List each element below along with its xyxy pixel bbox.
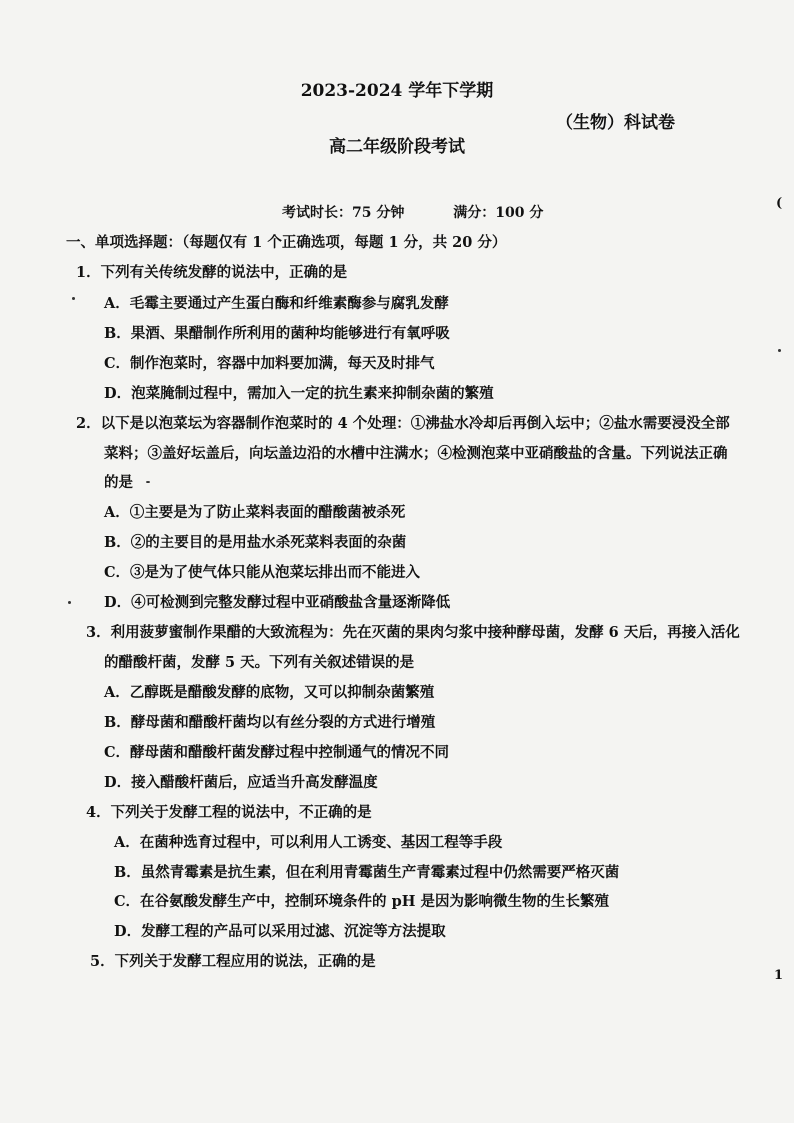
exam-full-score: 满分：100 分 xyxy=(453,205,544,221)
title-year-term: 2023-2024 学年下学期 xyxy=(300,81,494,101)
question-1-option-d: D．泡菜腌制过程中，需加入一定的抗生素来抑制杂菌的繁殖 xyxy=(104,385,494,402)
question-5-stem: 5．下列关于发酵工程应用的说法，正确的是 xyxy=(90,953,376,970)
question-1-option-b: B．果酒、果醋制作所利用的菌种均能够进行有氧呼吸 xyxy=(104,325,450,342)
question-2-option-b: B．②的主要目的是用盐水杀死菜料表面的杂菌 xyxy=(104,534,407,551)
scan-speck xyxy=(778,349,781,352)
exam-info xyxy=(282,202,543,222)
question-4-option-d: D．发酵工程的产品可以采用过滤、沉淀等方法提取 xyxy=(114,923,446,940)
question-2-stem-line-2: 菜料；③盖好坛盖后，向坛盖边沿的水槽中注满水；④检测泡菜中亚硝酸盐的含量。下列说法正确 xyxy=(104,445,728,462)
question-4-option-c: C．在谷氨酸发酵生产中，控制环境条件的 pH 是因为影响微生物的生长繁殖 xyxy=(114,893,609,910)
margin-mark-bottom-right: 1 xyxy=(774,968,784,983)
title-subject: （生物）科试卷 xyxy=(556,113,675,133)
question-2-option-d: D．④可检测到完整发酵过程中亚硝酸盐含量逐渐降低 xyxy=(104,594,451,611)
question-4-stem: 4．下列关于发酵工程的说法中，不正确的是 xyxy=(86,804,372,821)
title-grade-exam: 高二年级阶段考试 xyxy=(329,137,465,157)
question-1-option-a: A．毛霉主要通过产生蛋白酶和纤维素酶参与腐乳发酵 xyxy=(104,295,449,312)
question-3-option-d: D．接入醋酸杆菌后，应适当升高发酵温度 xyxy=(104,774,378,791)
question-3-stem-line-1: 3．利用菠萝蜜制作果醋的大致流程为：先在灭菌的果肉匀浆中接种酵母菌，发酵 6 天后，再接入活化 xyxy=(86,624,740,641)
question-2-stem-line-1: 2．以下是以泡菜坛为容器制作泡菜时的 4 个处理：①沸盐水冷却后再倒入坛中；②盐水需要浸没全部 xyxy=(76,415,730,432)
question-2-stem-line-3: 的是 xyxy=(104,474,133,491)
margin-mark-top-right: ( xyxy=(776,196,783,211)
question-4-option-b: B．虽然青霉素是抗生素，但在利用青霉菌生产青霉素过程中仍然需要严格灭菌 xyxy=(114,864,620,881)
exam-duration: 考试时长：75 分钟 xyxy=(282,205,405,221)
scan-speck xyxy=(146,481,150,483)
question-4-option-a: A．在菌种选育过程中，可以利用人工诱变、基因工程等手段 xyxy=(114,834,503,851)
scan-speck xyxy=(68,601,71,604)
question-3-option-b: B．酵母菌和醋酸杆菌均以有丝分裂的方式进行增殖 xyxy=(104,714,436,731)
section-heading-single-choice: 一、单项选择题：（每题仅有 1 个正确选项，每题 1 分，共 20 分） xyxy=(66,234,507,251)
question-2-option-a: A．①主要是为了防止菜料表面的醋酸菌被杀死 xyxy=(104,504,406,521)
question-2-option-c: C．③是为了使气体只能从泡菜坛排出而不能进入 xyxy=(104,564,421,581)
question-1-stem: 1．下列有关传统发酵的说法中，正确的是 xyxy=(76,264,348,281)
question-3-stem-line-2: 的醋酸杆菌，发酵 5 天。下列有关叙述错误的是 xyxy=(104,654,415,671)
scan-speck xyxy=(72,297,75,300)
question-3-option-c: C．酵母菌和醋酸杆菌发酵过程中控制通气的情况不同 xyxy=(104,744,450,761)
question-3-option-a: A．乙醇既是醋酸发酵的底物，又可以抑制杂菌繁殖 xyxy=(104,684,435,701)
question-1-option-c: C．制作泡菜时，容器中加料要加满，每天及时排气 xyxy=(104,355,435,372)
